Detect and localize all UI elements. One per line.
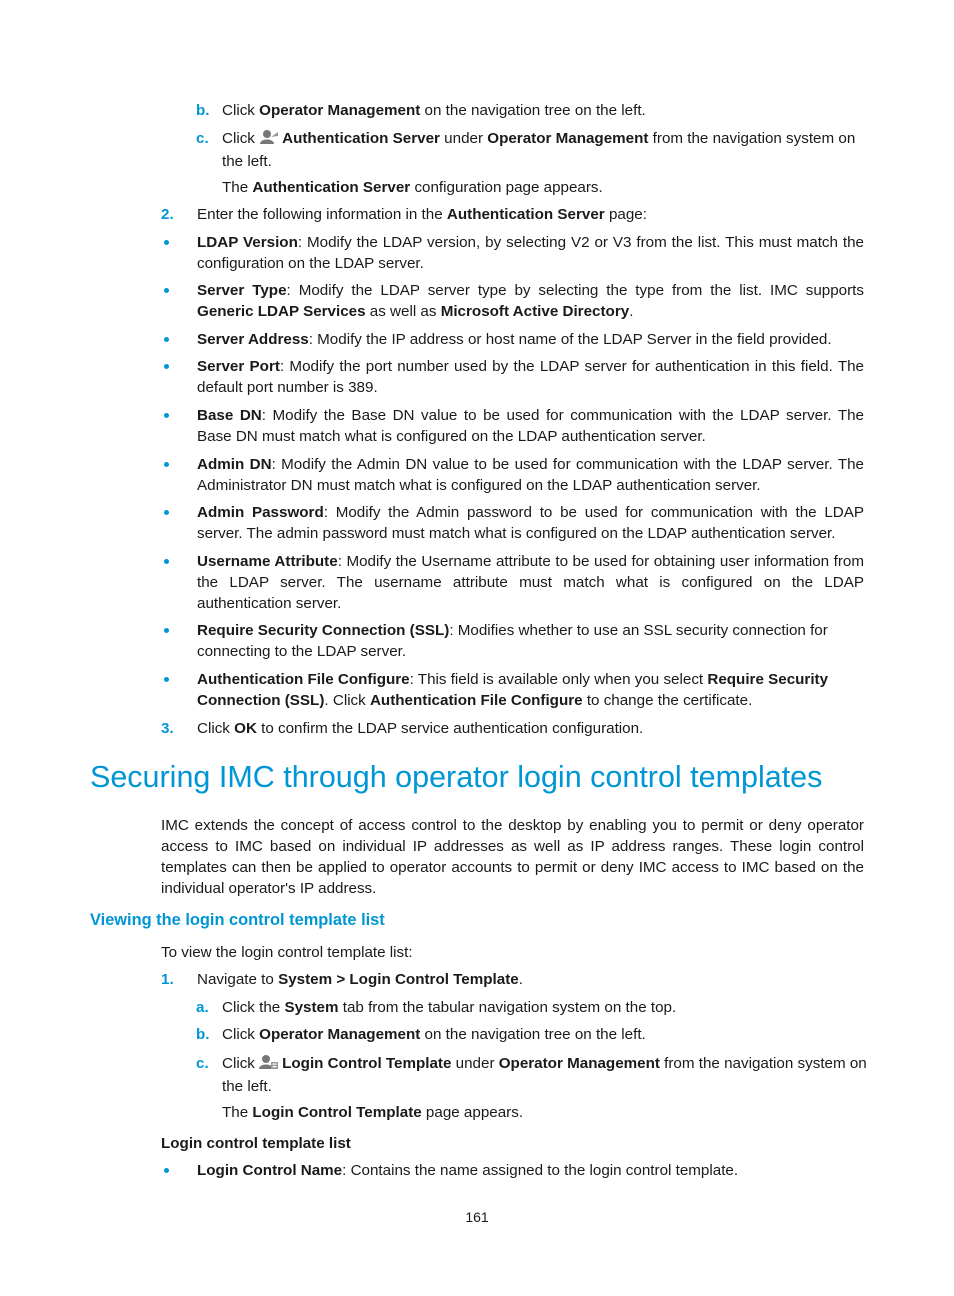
step-1: Navigate to System > Login Control Template. bbox=[197, 971, 523, 988]
substep-a: Click the System tab from the tabular navigation system on the top. bbox=[222, 999, 677, 1016]
step-3: Click OK to confirm the LDAP service authentication configuration. bbox=[197, 720, 644, 737]
field-login-control-name: Login Control Name: Contains the name assigned to the login control template. bbox=[197, 1162, 739, 1179]
field-base-dn: Base DN: Modify the Base DN value to be used for communication with the LDAP server. The Base DN must match what is configured on the LDAP authentication server. bbox=[197, 407, 864, 445]
step-2: Enter the following information in the Authentication Server page: bbox=[197, 206, 647, 223]
bullet-dot bbox=[164, 510, 169, 515]
bullet-dot bbox=[164, 288, 169, 293]
authentication-server-icon bbox=[259, 129, 279, 151]
field-server-type: Server Type: Modify the LDAP server type by selecting the type from the list. IMC supports Generic LDAP Services as well as Microsoft Active Directory. bbox=[197, 282, 864, 320]
subsection-lead: To view the login control template list: bbox=[161, 944, 413, 961]
bullet-dot bbox=[164, 337, 169, 342]
bullet-dot bbox=[164, 364, 169, 369]
step-marker-c2: c. bbox=[196, 1055, 209, 1072]
field-admin-password: Admin Password: Modify the Admin password to be used for communication with the LDAP server. The admin password must match what is configured on the LDAP authentication server. bbox=[197, 504, 864, 542]
substep-c2: Click Login Control Template under Operator Management from the navigation system on the left. bbox=[222, 1055, 867, 1095]
step-marker-3: 3. bbox=[161, 720, 174, 737]
step-marker-2: 2. bbox=[161, 206, 174, 223]
step-marker-b2: b. bbox=[196, 1026, 210, 1043]
field-ldap-version: LDAP Version: Modify the LDAP version, by selecting V2 or V3 from the list. This must match the configuration on the LDAP server. bbox=[197, 234, 864, 272]
page-appears-note: The Authentication Server configuration page appears. bbox=[222, 179, 603, 196]
bullet-dot bbox=[164, 1168, 169, 1173]
field-username-attribute: Username Attribute: Modify the Username attribute to be used for obtaining user information from the LDAP server. The username attribute must match what is configured on the LDAP authentication server. bbox=[197, 553, 864, 612]
section-intro: IMC extends the concept of access control to the desktop by enabling you to permit or deny operator access to IMC based on individual IP addresses as well as IP address ranges. These login control templates can then be applied to operator accounts to permit or deny IMC access to IMC based on the individual operator's IP address. bbox=[161, 817, 864, 897]
field-server-address: Server Address: Modify the IP address or host name of the LDAP Server in the field provided. bbox=[197, 331, 832, 348]
page-number: 161 bbox=[465, 1209, 489, 1225]
list-heading: Login control template list bbox=[161, 1135, 351, 1152]
bullet-dot bbox=[164, 462, 169, 467]
step-marker-c: c. bbox=[196, 130, 209, 147]
page-appears-note-2: The Login Control Template page appears. bbox=[222, 1104, 524, 1121]
field-admin-dn: Admin DN: Modify the Admin DN value to be used for communication with the LDAP server. The Administrator DN must match what is configured on the LDAP authentication server. bbox=[197, 456, 864, 494]
substep-c: Click Authentication Server under Operator Management from the navigation system on the left. bbox=[222, 130, 856, 170]
bullet-dot bbox=[164, 628, 169, 633]
step-marker-b: b. bbox=[196, 102, 210, 119]
substep-b2: Click Operator Management on the navigation tree on the left. bbox=[222, 1026, 646, 1043]
section-title: Securing IMC through operator login control templates bbox=[90, 760, 823, 794]
bullet-dot bbox=[164, 559, 169, 564]
field-auth-file-configure: Authentication File Configure: This field is available only when you select Require Security Connection (SSL). Click Authentication File Configure to change the certificate. bbox=[197, 671, 829, 709]
subsection-title: Viewing the login control template list bbox=[90, 911, 385, 929]
substep-b: Click Operator Management on the navigation tree on the left. bbox=[222, 102, 646, 119]
login-control-template-icon bbox=[259, 1054, 279, 1076]
step-marker-1: 1. bbox=[161, 971, 174, 988]
bullet-dot bbox=[164, 240, 169, 245]
bullet-dot bbox=[164, 413, 169, 418]
field-require-ssl: Require Security Connection (SSL): Modifies whether to use an SSL security connection for connecting to the LDAP server. bbox=[197, 622, 828, 660]
bullet-dot bbox=[164, 677, 169, 682]
step-marker-a: a. bbox=[196, 999, 209, 1016]
field-server-port: Server Port: Modify the port number used by the LDAP server for authentication in this field. The default port number is 389. bbox=[197, 358, 865, 396]
